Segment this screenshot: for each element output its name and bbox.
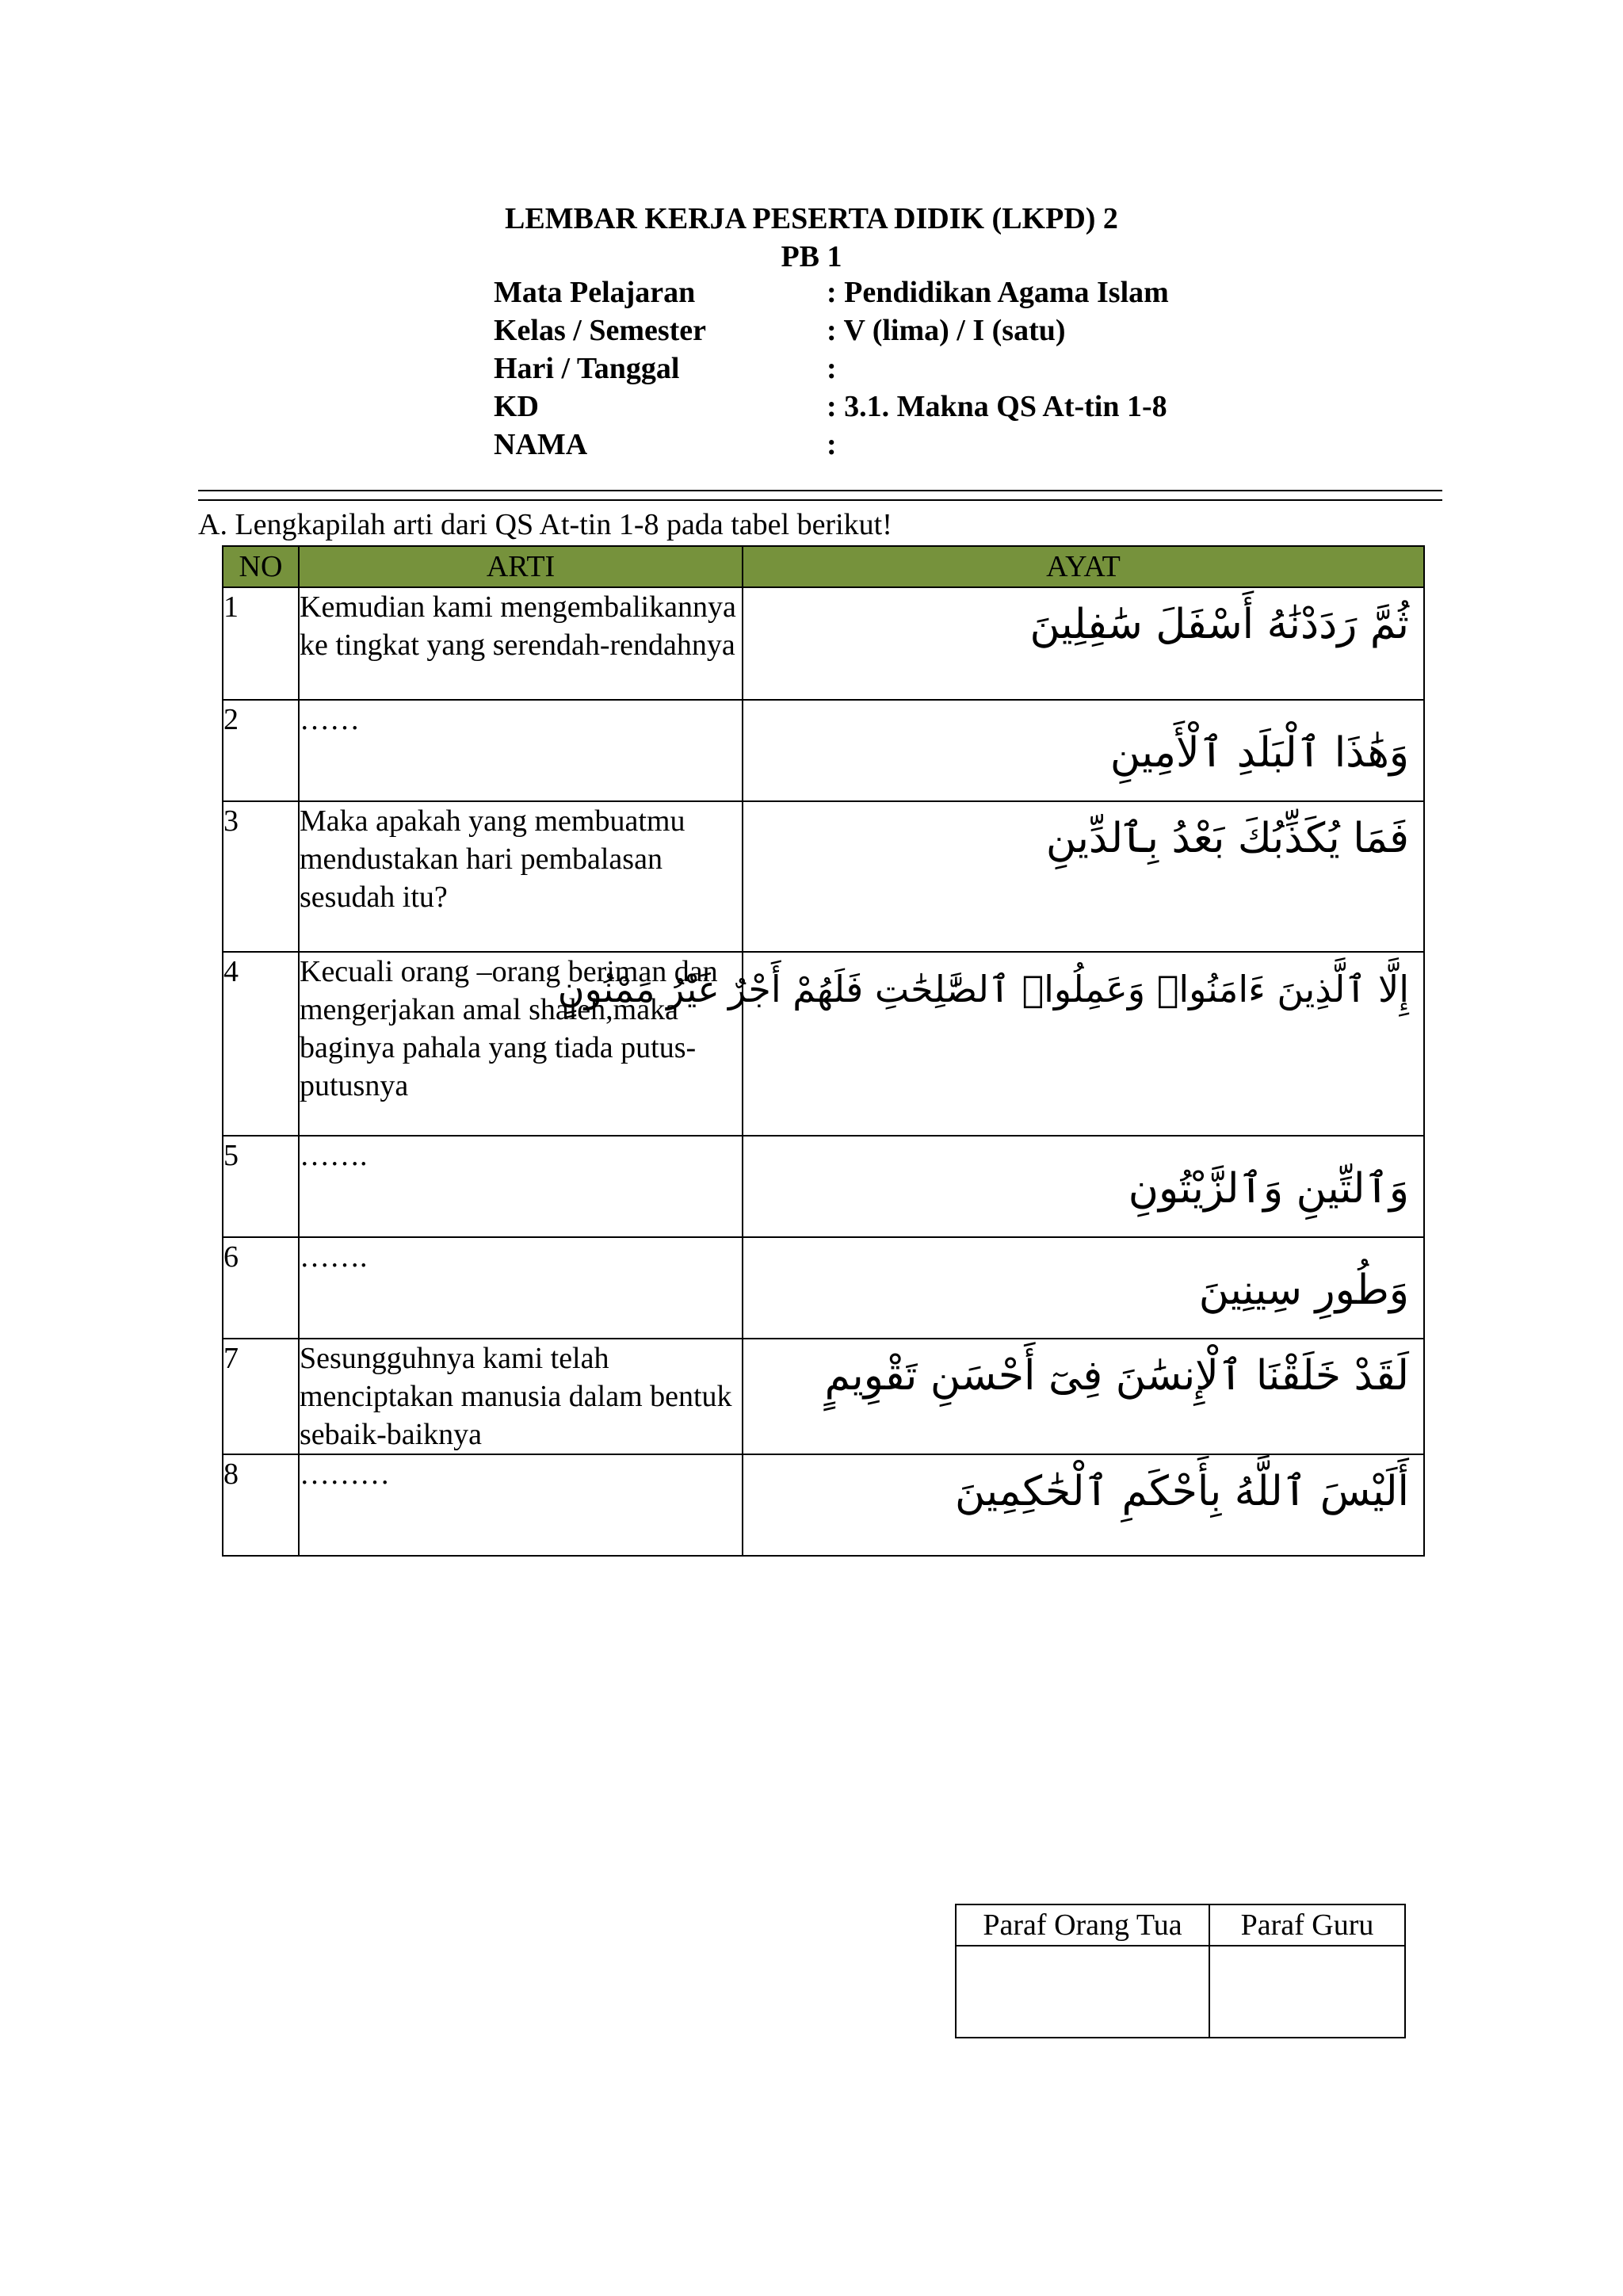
row-number: 1 <box>223 587 299 700</box>
ayat-cell <box>743 1339 1424 1454</box>
ayat-cell <box>743 801 1424 952</box>
row-number: 6 <box>223 1237 299 1339</box>
signature-label-parent: Paraf Orang Tua <box>956 1904 1209 1946</box>
arabic-verse: وَطُورِ سِينِينَ <box>1198 1266 1409 1314</box>
table-row <box>223 1136 1424 1237</box>
info-label: Hari / Tanggal <box>494 352 680 385</box>
arabic-verse: لَقَدْ خَلَقْنَا ٱلْإِنسَٰنَ فِىٓ أَحْسَنِ تَقْوِيمٍ <box>824 1352 1409 1400</box>
table-row <box>223 1237 1424 1339</box>
arti-cell[interactable]: Kemudian kami mengembalikannya ke tingkat yang serendah-rendahnya <box>299 587 743 700</box>
arabic-verse: فَمَا يُكَذِّبُكَ بَعْدُ بِٱلدِّينِ <box>1045 815 1409 862</box>
info-label: Kelas / Semester <box>494 314 707 347</box>
document-subtitle: PB 1 <box>781 240 842 273</box>
arabic-verse: ثُمَّ رَدَدْنَٰهُ أَسْفَلَ سَٰفِلِينَ <box>1029 601 1409 648</box>
row-number: 5 <box>223 1136 299 1237</box>
signature-box-parent[interactable] <box>956 1946 1209 2038</box>
row-number: 4 <box>223 952 299 1136</box>
arti-cell[interactable]: ……. <box>299 1136 743 1237</box>
table-row <box>223 801 1424 952</box>
arti-cell[interactable]: …… <box>299 700 743 801</box>
table-row <box>223 1339 1424 1454</box>
info-label: Mata Pelajaran <box>494 276 696 309</box>
column-header-ayat: AYAT <box>743 546 1424 587</box>
arti-cell[interactable]: Maka apakah yang membuatmu mendustakan hari pembalasan sesudah itu? <box>299 801 743 952</box>
ayat-table <box>222 545 1425 1557</box>
column-header-arti: ARTI <box>299 546 743 587</box>
table-row <box>223 1454 1424 1556</box>
info-label: KD <box>494 390 539 423</box>
info-label: NAMA <box>494 428 588 461</box>
ayat-cell <box>743 700 1424 801</box>
arti-cell[interactable]: ……. <box>299 1237 743 1339</box>
table-row <box>223 952 1424 1136</box>
signature-header-row <box>956 1904 1405 1946</box>
column-header-no: NO <box>223 546 299 587</box>
arabic-verse: وَٱلتِّينِ وَٱلزَّيْتُونِ <box>1128 1165 1409 1213</box>
signature-table <box>955 1904 1406 2038</box>
row-number: 8 <box>223 1454 299 1556</box>
row-number: 7 <box>223 1339 299 1454</box>
arti-cell[interactable]: Sesungguhnya kami telah menciptakan manusia dalam bentuk sebaik-baiknya <box>299 1339 743 1454</box>
row-number: 3 <box>223 801 299 952</box>
info-value: : V (lima) / I (satu) <box>827 314 1066 347</box>
ayat-cell <box>743 587 1424 700</box>
info-value: : Pendidikan Agama Islam <box>827 276 1169 309</box>
ayat-cell <box>743 1454 1424 1556</box>
signature-label-teacher: Paraf Guru <box>1209 1904 1405 1946</box>
arti-cell[interactable]: Kecuali orang –orang beriman dan mengerjakan amal shaleh,maka baginya pahala yang tiada putus-putusnya <box>299 952 743 1136</box>
ayat-cell <box>557 952 1424 1136</box>
signature-box-teacher[interactable] <box>1209 1946 1405 2038</box>
ayat-cell <box>743 1237 1424 1339</box>
ayat-cell <box>743 1136 1424 1237</box>
signature-box-row <box>956 1946 1405 2038</box>
instruction-text: A. Lengkapilah arti dari QS At-tin 1-8 pada tabel berikut! <box>198 508 892 541</box>
info-value: : 3.1. Makna QS At-tin 1-8 <box>827 390 1167 423</box>
arti-cell[interactable]: ……… <box>299 1454 743 1556</box>
document-title: LEMBAR KERJA PESERTA DIDIK (LKPD) 2 <box>505 202 1118 235</box>
arabic-verse: وَهَٰذَا ٱلْبَلَدِ ٱلْأَمِينِ <box>1109 729 1409 777</box>
table-row <box>223 587 1424 700</box>
row-number: 2 <box>223 700 299 801</box>
table-header-row <box>223 546 1424 587</box>
arabic-verse: إِلَّا ٱلَّذِينَ ءَامَنُوا۟ وَعَمِلُوا۟ ٱلصَّٰلِحَٰتِ فَلَهُمْ أَجْرٌ غَيْرُ مَمْنُونٍ <box>557 968 1409 1010</box>
info-value: : <box>827 428 837 461</box>
arabic-verse: أَلَيْسَ ٱللَّهُ بِأَحْكَمِ ٱلْحَٰكِمِينَ <box>955 1468 1409 1515</box>
info-value: : <box>827 352 837 385</box>
double-rule-divider <box>198 490 1442 501</box>
table-row <box>223 700 1424 801</box>
